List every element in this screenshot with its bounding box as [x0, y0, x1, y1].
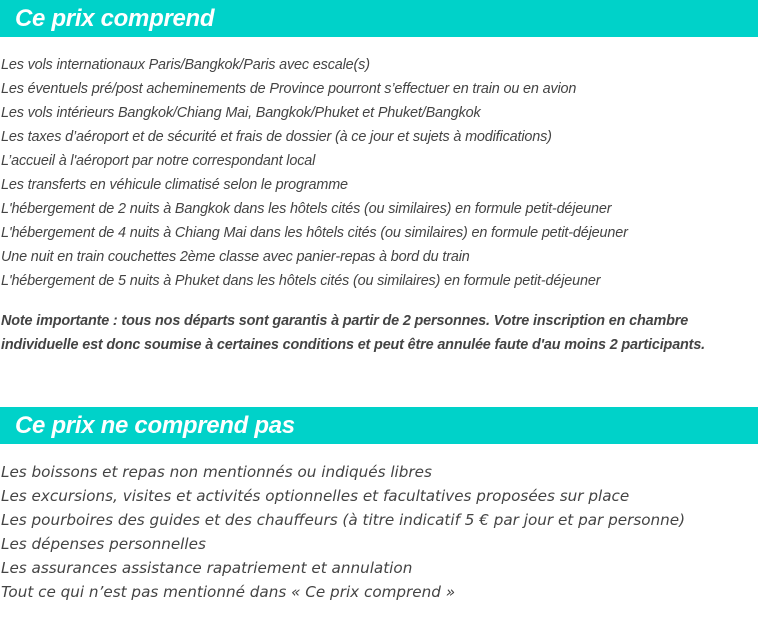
- included-item: Une nuit en train couchettes 2ème classe avec panier-repas à bord du train: [1, 249, 470, 265]
- included-section-header: [0, 0, 758, 37]
- excluded-item: Les assurances assistance rapatriement et annulation: [1, 559, 413, 577]
- included-item: Les éventuels pré/post acheminements de Province pourront s’effectuer en train ou en avion: [1, 81, 577, 97]
- included-item: Les vols intérieurs Bangkok/Chiang Mai, Bangkok/Phuket et Phuket/Bangkok: [1, 105, 481, 121]
- included-list: [1, 53, 628, 293]
- included-item: Les transferts en véhicule climatisé selon le programme: [1, 177, 348, 193]
- excluded-title: Ce prix ne comprend pas: [15, 412, 295, 439]
- included-item: Les vols internationaux Paris/Bangkok/Paris avec escale(s): [1, 57, 370, 73]
- included-item: L’accueil à l'aéroport par notre correspondant local: [1, 153, 316, 169]
- included-item: L'hébergement de 4 nuits à Chiang Mai dans les hôtels cités (ou similaires) en formule petit-déjeuner: [1, 225, 628, 241]
- included-title: Ce prix comprend: [15, 5, 215, 32]
- included-item: L'hébergement de 5 nuits à Phuket dans les hôtels cités (ou similaires) en formule petit-déjeuner: [1, 273, 601, 289]
- important-note: Note importante : tous nos départs sont garantis à partir de 2 personnes. Votre inscription en chambre individuelle est donc soumise à certaines conditions et peut être annulée faute d'au moins 2 participants.: [1, 313, 706, 353]
- excluded-item: Les boissons et repas non mentionnés ou indiqués libres: [1, 463, 432, 481]
- excluded-list: [1, 460, 685, 604]
- included-item: L'hébergement de 2 nuits à Bangkok dans les hôtels cités (ou similaires) en formule petit-déjeuner: [1, 201, 612, 217]
- excluded-item: Les excursions, visites et activités optionnelles et facultatives proposées sur place: [1, 487, 630, 505]
- excluded-item: Tout ce qui n’est pas mentionné dans « Ce prix comprend »: [1, 583, 456, 601]
- excluded-item: Les dépenses personnelles: [1, 535, 206, 553]
- excluded-item: Les pourboires des guides et des chauffeurs (à titre indicatif 5 € par jour et par personne): [1, 511, 686, 529]
- excluded-section-header: [0, 407, 758, 444]
- included-item: Les taxes d’aéroport et de sécurité et frais de dossier (à ce jour et sujets à modifications): [1, 129, 552, 145]
